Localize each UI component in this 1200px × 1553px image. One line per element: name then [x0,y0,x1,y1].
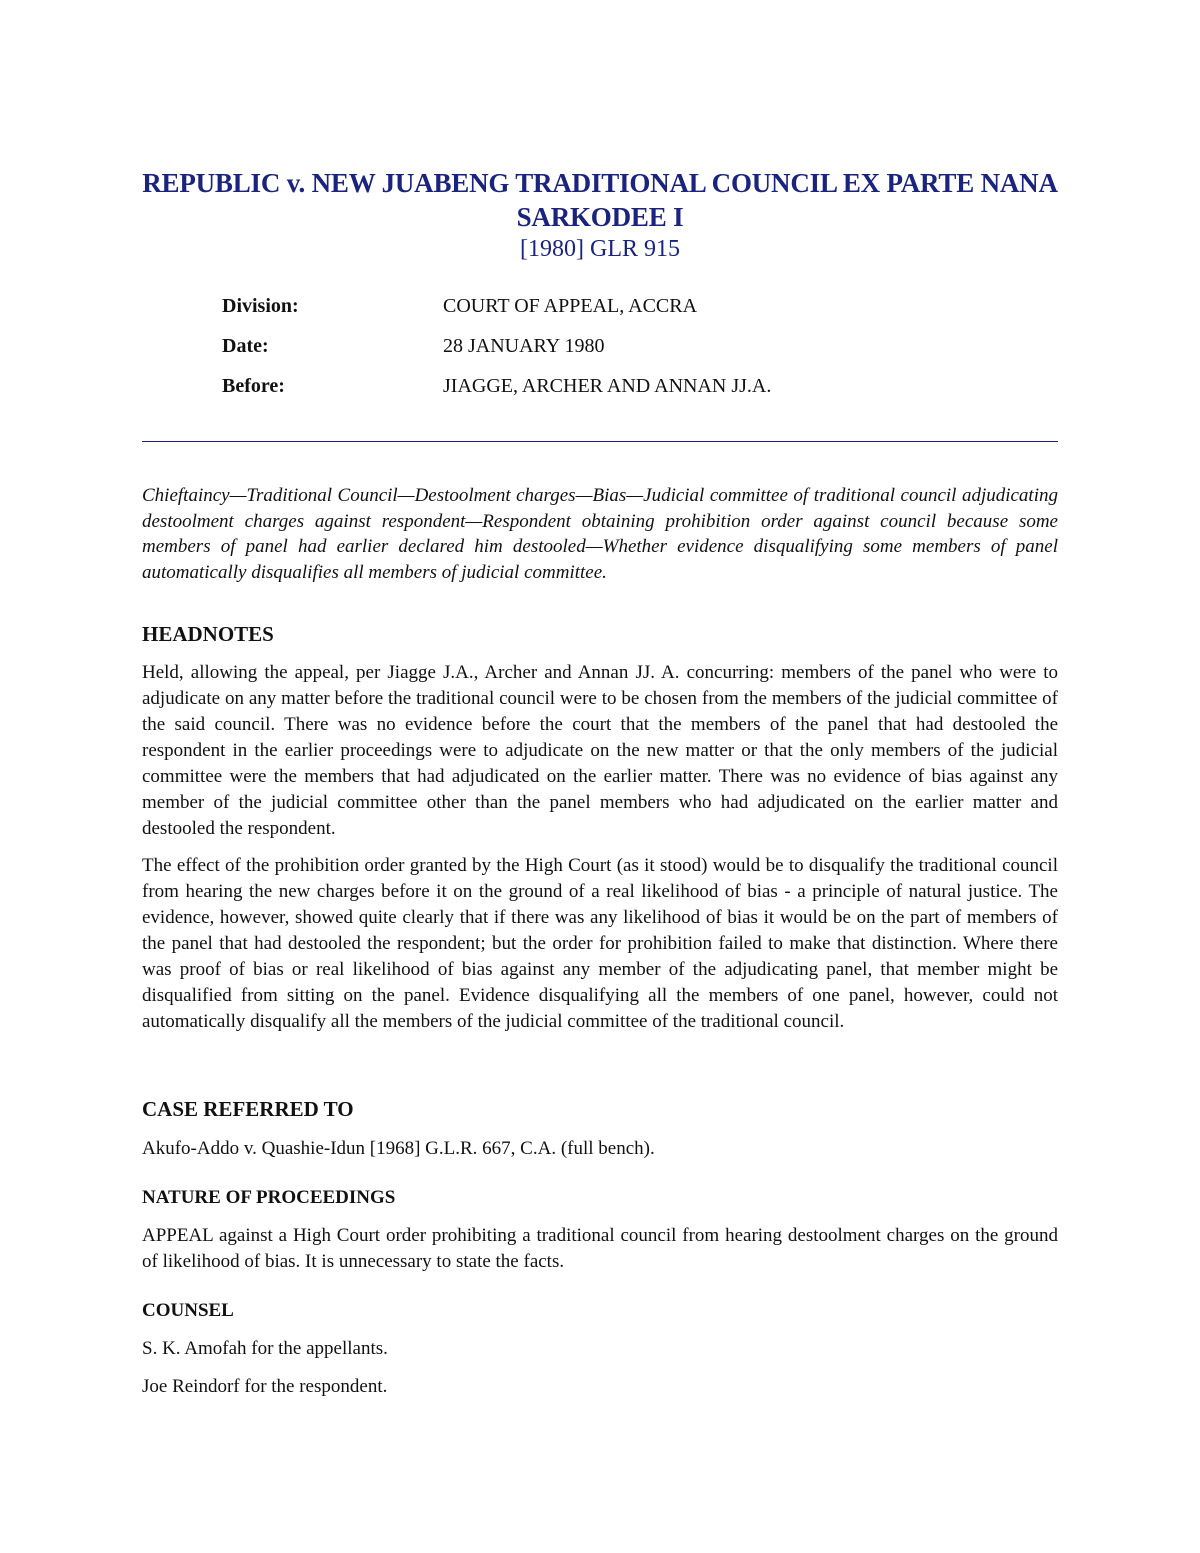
counsel-appellants: S. K. Amofah for the appellants. [142,1338,388,1359]
headnotes-paragraph-1: Held, allowing the appeal, per Jiagge J.A., Archer and Annan JJ. A. concurring: members of the panel who were to adjudicate on any matter before the traditional council were to be chosen from the members of the judicial committee of the said council. There was no evidence before the court that the members of the panel that had destooled the respondent in the earlier proceedings were to adjudicate on the new matter or that the only members of the judicial committee were the members that had adjudicated on the earlier matter. There was no evidence of bias against any member of the judicial committee other than the panel members who had adjudicated on the earlier matter and destooled the respondent. [142,662,1058,839]
before-value: JIAGGE, ARCHER AND ANNAN JJ.A. [443,375,772,397]
case-summary: Chieftaincy—Traditional Council—Destoolment charges—Bias—Judicial committee of traditional council adjudicating destoolment charges against respondent—Respondent obtaining prohibition order against council because some members of panel had earlier declared him destooled—Whether evidence disqualifying some members of panel automatically disqualifies all members of judicial committee. [142,485,1058,583]
case-citation: [1980] GLR 915 [520,236,680,262]
cases-referred-heading: CASE REFERRED TO [142,1097,354,1121]
division-label: Division: [222,295,299,317]
nature-text: APPEAL against a High Court order prohibiting a traditional council from hearing destoolment charges on the ground of likelihood of bias. It is unnecessary to state the facts. [142,1225,1058,1272]
headnotes-paragraph-2: The effect of the prohibition order granted by the High Court (as it stood) would be to disqualify the traditional council from hearing the new charges before it on the ground of a real likelihood of bias - a principle of natural justice. The evidence, however, showed quite clearly that if there was any likelihood of bias it would be on the part of members of the panel that had destooled the respondent; but the order for prohibition failed to make that distinction. Where there was proof of bias or real likelihood of bias against any member of the adjudicating panel, that member might be disqualified from sitting on the panel. Evidence disqualifying all the members of one panel, however, could not automatically disqualify all the members of the judicial committee of the traditional council. [142,855,1058,1032]
case-referred-item: Akufo-Addo v. Quashie-Idun [1968] G.L.R. 667, C.A. (full bench). [142,1138,655,1159]
division-value: COURT OF APPEAL, ACCRA [443,295,698,317]
case-title: REPUBLIC v. NEW JUABENG TRADITIONAL COUNCIL EX PARTE NANA SARKODEE I [142,168,1058,232]
date-label: Date: [222,335,269,357]
before-label: Before: [222,375,285,397]
counsel-heading: COUNSEL [142,1300,234,1321]
date-value: 28 JANUARY 1980 [443,335,605,357]
header-divider [142,441,1058,442]
nature-heading: NATURE OF PROCEEDINGS [142,1187,396,1208]
headnotes-heading: HEADNOTES [142,622,274,646]
counsel-respondent: Joe Reindorf for the respondent. [142,1376,388,1397]
